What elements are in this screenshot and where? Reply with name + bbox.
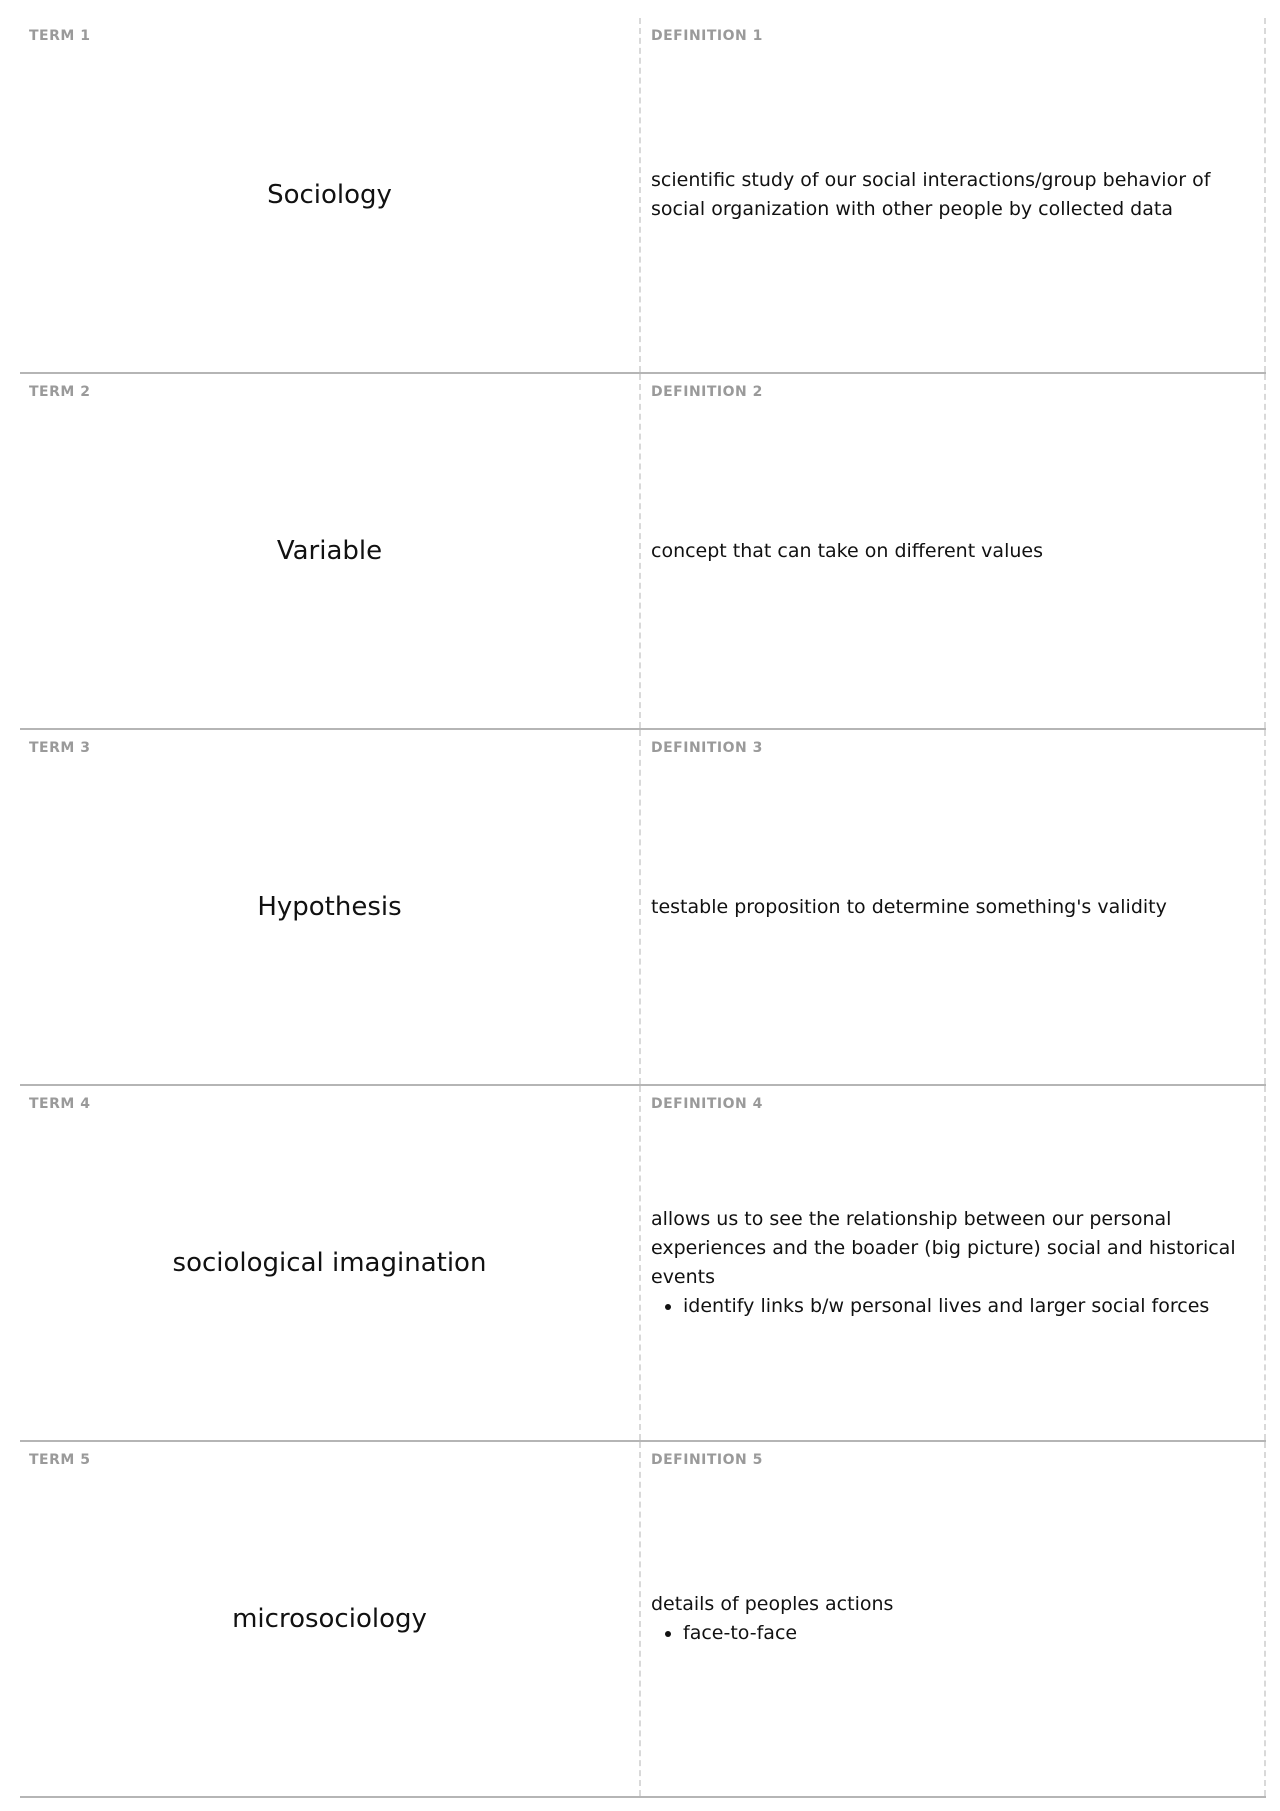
definition-content	[651, 1442, 1250, 1796]
definition-text: allows us to see the relationship between our personal experiences and the boader (big picture) social and historical events	[651, 1208, 1236, 1288]
flashcard-row-4	[20, 1086, 1266, 1442]
term-label: TERM 3	[29, 740, 91, 756]
definition-bullet: • identify links b/w personal lives and larger social forces	[683, 1292, 1250, 1321]
flashcard-sheet	[20, 18, 1266, 1798]
definition-text: testable proposition to determine something's validity	[651, 895, 1167, 918]
definition-label: DEFINITION 5	[651, 1452, 763, 1468]
term-label: TERM 2	[29, 384, 91, 400]
term-label: TERM 4	[29, 1096, 91, 1112]
term-cell	[20, 730, 641, 1084]
definition-content	[651, 730, 1250, 1084]
definition-content	[651, 18, 1250, 372]
term-text: Sociology	[267, 180, 392, 210]
definition-text: concept that can take on different values	[651, 539, 1043, 562]
definition-cell	[641, 1086, 1266, 1440]
definition-cell	[641, 1442, 1266, 1796]
definition-label: DEFINITION 2	[651, 384, 763, 400]
definition-bullet-list	[651, 1619, 1250, 1648]
flashcard-row-2	[20, 374, 1266, 730]
term-text: Hypothesis	[257, 892, 402, 922]
definition-text: scientific study of our social interactions/group behavior of social organization with other people by collected data	[651, 169, 1211, 220]
definition-label: DEFINITION 4	[651, 1096, 763, 1112]
flashcard-row-3	[20, 730, 1266, 1086]
definition-bullet: • face-to-face	[683, 1619, 1250, 1648]
definition-content	[651, 374, 1250, 728]
term-cell	[20, 1086, 641, 1440]
definition-label: DEFINITION 3	[651, 740, 763, 756]
term-cell	[20, 1442, 641, 1796]
term-text: sociological imagination	[172, 1248, 487, 1278]
definition-text: details of peoples actions	[651, 1593, 894, 1615]
term-label: TERM 5	[29, 1452, 91, 1468]
definition-content	[651, 1086, 1250, 1440]
term-text: Variable	[276, 536, 383, 566]
term-label: TERM 1	[29, 28, 91, 44]
flashcard-row-1	[20, 18, 1266, 374]
flashcard-row-5	[20, 1442, 1266, 1798]
definition-cell	[641, 18, 1266, 372]
term-cell	[20, 374, 641, 728]
definition-cell	[641, 374, 1266, 728]
term-cell	[20, 18, 641, 372]
term-text: microsociology	[232, 1604, 427, 1634]
definition-bullet-list	[651, 1292, 1250, 1321]
definition-label: DEFINITION 1	[651, 28, 763, 44]
definition-cell	[641, 730, 1266, 1084]
